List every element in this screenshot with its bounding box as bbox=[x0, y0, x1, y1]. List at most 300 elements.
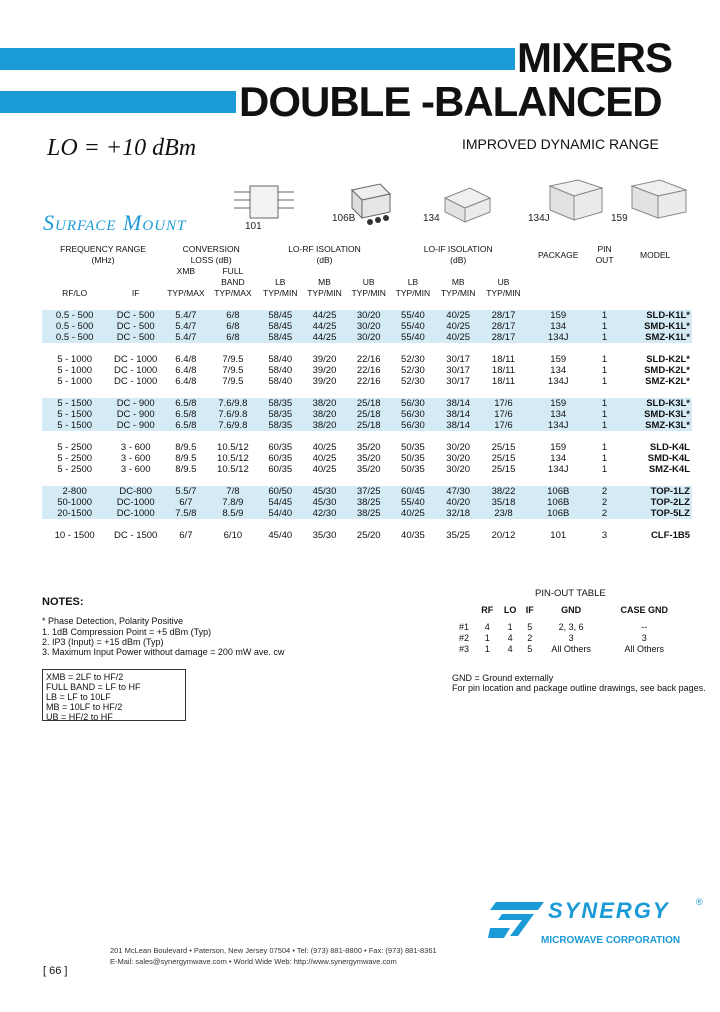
model-cell: SMD-K1L* bbox=[618, 321, 692, 332]
table-row bbox=[42, 321, 692, 332]
db-header: (dB) bbox=[316, 255, 333, 265]
package-134j-image bbox=[550, 180, 602, 220]
table-cell: 134J bbox=[526, 332, 591, 343]
table-cell: 134J bbox=[547, 376, 569, 387]
table-cell: 5 - 1000 bbox=[57, 365, 93, 376]
table-cell: 38/20 bbox=[302, 409, 346, 420]
table-cell: 25/18 bbox=[347, 398, 391, 409]
table-cell: 5 - 1500 bbox=[42, 420, 107, 431]
legend-item: UB = HF/2 to HF bbox=[46, 712, 113, 722]
table-cell: 7/9.5 bbox=[222, 365, 244, 376]
table-cell: 39/20 bbox=[312, 376, 337, 387]
table-row bbox=[42, 464, 692, 475]
table-cell: 25/15 bbox=[491, 464, 516, 475]
section-title: Surface Mount bbox=[43, 210, 187, 235]
table-cell: DC - 900 bbox=[107, 420, 164, 431]
table-cell: 6.5/8 bbox=[164, 420, 208, 431]
table-cell: 7.5/8 bbox=[164, 508, 208, 519]
table-cell: 44/25 bbox=[302, 321, 346, 332]
db-header: (dB) bbox=[450, 255, 467, 265]
table-cell: 58/45 bbox=[258, 332, 302, 343]
table-cell: DC - 1000 bbox=[114, 354, 158, 365]
table-row bbox=[42, 332, 692, 343]
table-cell: 38/20 bbox=[302, 420, 346, 431]
table-row bbox=[42, 409, 692, 420]
rflo-header: RF/LO bbox=[62, 288, 88, 298]
table-header-row bbox=[42, 244, 692, 255]
table-cell: 7.8/9 bbox=[208, 497, 259, 508]
pinout-row bbox=[452, 633, 684, 644]
table-cell: 55/40 bbox=[391, 497, 435, 508]
model-cell: TOP-2LZ bbox=[618, 497, 692, 508]
table-cell: 56/30 bbox=[391, 420, 435, 431]
table-cell: 38/25 bbox=[347, 508, 391, 519]
table-row bbox=[42, 310, 692, 321]
table-cell: 38/22 bbox=[481, 486, 525, 497]
table-cell: 0.5 - 500 bbox=[42, 310, 107, 321]
table-cell: 55/40 bbox=[391, 332, 435, 343]
pinout-header bbox=[452, 598, 476, 622]
table-cell: 60/45 bbox=[391, 486, 435, 497]
table-cell: 18/11 bbox=[491, 354, 515, 365]
table-cell: 134J bbox=[547, 464, 569, 475]
table-cell: 55/40 bbox=[391, 310, 435, 321]
group-separator bbox=[42, 475, 692, 486]
full-header: FULL bbox=[222, 266, 244, 276]
table-cell: DC - 1000 bbox=[114, 376, 158, 387]
table-cell: 5 - 1500 bbox=[42, 398, 107, 409]
package-106b-image bbox=[352, 184, 390, 225]
package-drawings bbox=[230, 178, 700, 238]
table-cell: DC-1000 bbox=[107, 508, 164, 519]
table-cell: 10.5/12 bbox=[217, 464, 249, 475]
ub-header: UB bbox=[362, 277, 375, 287]
table-row bbox=[42, 398, 692, 409]
model-cell: SLD-K2L* bbox=[646, 354, 690, 365]
table-cell: 7.6/9.8 bbox=[208, 420, 259, 431]
table-row bbox=[42, 354, 692, 365]
group-separator bbox=[42, 431, 692, 442]
pinout-cell: 4 bbox=[507, 633, 513, 643]
table-cell: 38/14 bbox=[435, 398, 481, 409]
table-cell: 8/9.5 bbox=[175, 464, 197, 475]
table-cell: DC-800 bbox=[107, 486, 164, 497]
table-cell: 3 bbox=[601, 530, 608, 541]
table-cell: 6/10 bbox=[223, 530, 243, 541]
table-cell: 18/11 bbox=[491, 365, 515, 376]
table-cell: 159 bbox=[550, 354, 567, 365]
lorf-header: LO-RF ISOLATION bbox=[288, 244, 361, 254]
pinout-cell: #3 bbox=[458, 644, 469, 654]
lb-header: LB bbox=[275, 277, 286, 287]
table-cell: 5 - 1000 bbox=[57, 354, 93, 365]
table-cell: 25/15 bbox=[491, 453, 516, 464]
table-cell: 106B bbox=[526, 497, 591, 508]
improved-range-label: IMPROVED DYNAMIC RANGE bbox=[462, 136, 659, 152]
band-legend bbox=[42, 669, 186, 721]
table-cell: 54/45 bbox=[258, 497, 302, 508]
pinout-cell: 4 bbox=[507, 644, 513, 654]
pinout-row bbox=[452, 644, 684, 655]
table-cell: 6.5/8 bbox=[164, 409, 208, 420]
lb-header: LB bbox=[407, 277, 419, 287]
table-cell: 1 bbox=[601, 464, 608, 475]
header-bar-top bbox=[0, 48, 515, 70]
mb-header: MB bbox=[318, 277, 331, 287]
pinout-header-row bbox=[452, 598, 684, 622]
model-cell: SMD-K2L* bbox=[644, 365, 690, 376]
model-cell: SLD-K3L* bbox=[618, 398, 692, 409]
table-cell: 7.6/9.8 bbox=[208, 409, 259, 420]
table-cell: 5.4/7 bbox=[164, 310, 208, 321]
table-cell: 35/18 bbox=[481, 497, 525, 508]
table-cell: 17/6 bbox=[481, 398, 525, 409]
package-101-image bbox=[234, 186, 294, 218]
typmin-header: TYP/MIN bbox=[440, 288, 476, 298]
loif-header: LO-IF ISOLATION bbox=[423, 244, 493, 254]
package-label: 101 bbox=[245, 221, 262, 232]
legend-item: FULL BAND = LF to HF bbox=[46, 682, 141, 692]
table-cell: 5.5/7 bbox=[164, 486, 208, 497]
model-cell: SMZ-K1L* bbox=[618, 332, 692, 343]
typmin-header: TYP/MIN bbox=[307, 288, 342, 298]
typmax-header: TYP/MAX bbox=[214, 288, 252, 298]
table-cell: 39/20 bbox=[312, 365, 337, 376]
header-bar-bottom bbox=[0, 91, 236, 113]
table-cell: 40/25 bbox=[435, 321, 481, 332]
table-cell: 8.5/9 bbox=[208, 508, 259, 519]
table-cell: 44/25 bbox=[302, 310, 346, 321]
table-cell: 50-1000 bbox=[42, 497, 107, 508]
table-cell: 30/20 bbox=[446, 442, 471, 453]
table-cell: 55/40 bbox=[391, 321, 435, 332]
table-cell: 5.4/7 bbox=[164, 321, 208, 332]
company-logo-text: SYNERGY bbox=[548, 898, 670, 923]
table-cell: 6.4/8 bbox=[175, 354, 197, 365]
table-cell: 28/17 bbox=[481, 310, 525, 321]
table-cell: 58/35 bbox=[258, 409, 302, 420]
table-cell: 2 bbox=[591, 508, 618, 519]
table-cell: 28/17 bbox=[481, 332, 525, 343]
pinout-cell: #1 bbox=[458, 622, 469, 632]
model-cell: SLD-K4L bbox=[649, 442, 690, 453]
loss-header: LOSS (dB) bbox=[190, 255, 232, 265]
table-cell: 50/35 bbox=[401, 453, 425, 464]
table-row bbox=[42, 442, 692, 453]
pinout-table bbox=[452, 598, 684, 655]
registered-mark: ® bbox=[696, 897, 703, 907]
xmb-header: XMB bbox=[176, 266, 196, 276]
package-label: 159 bbox=[611, 213, 628, 224]
pinout-cell: All Others bbox=[624, 644, 664, 654]
table-header-row bbox=[42, 266, 692, 277]
footer-address: 201 McLean Boulevard • Paterson, New Jersey 07504 • Tel: (973) 881-8800 • Fax: (973) 881-8361 bbox=[110, 946, 437, 955]
table-cell: DC - 900 bbox=[107, 409, 164, 420]
table-cell: 1 bbox=[591, 332, 618, 343]
pinout-cell: -- bbox=[641, 622, 648, 632]
table-cell: 47/30 bbox=[435, 486, 481, 497]
table-cell: 1 bbox=[591, 409, 618, 420]
table-cell: 1 bbox=[601, 453, 608, 464]
table-cell: 58/40 bbox=[268, 365, 293, 376]
table-cell: 30/20 bbox=[446, 453, 471, 464]
table-cell: DC-1000 bbox=[107, 497, 164, 508]
mixer-spec-table bbox=[42, 244, 692, 541]
table-cell: 30/17 bbox=[446, 376, 471, 387]
table-cell: DC - 1000 bbox=[114, 365, 158, 376]
table-cell: 54/40 bbox=[258, 508, 302, 519]
typmin-header: TYP/MIN bbox=[395, 288, 431, 298]
table-cell: 45/30 bbox=[302, 486, 346, 497]
table-cell: 60/50 bbox=[258, 486, 302, 497]
table-header-row bbox=[42, 255, 692, 266]
table-cell: 1 bbox=[601, 376, 608, 387]
pinout-cell: 1 bbox=[507, 622, 513, 632]
table-cell: 56/30 bbox=[391, 409, 435, 420]
table-cell: 134J bbox=[526, 420, 591, 431]
table-cell: 56/30 bbox=[391, 398, 435, 409]
out-header: OUT bbox=[595, 255, 614, 265]
table-cell: 58/35 bbox=[258, 398, 302, 409]
table-cell: 159 bbox=[550, 442, 567, 453]
table-cell: 40/35 bbox=[401, 530, 425, 541]
table-cell: 58/35 bbox=[258, 420, 302, 431]
table-cell: 52/30 bbox=[401, 365, 425, 376]
table-cell: 0.5 - 500 bbox=[42, 321, 107, 332]
typmax-header: TYP/MAX bbox=[167, 288, 205, 298]
typmin-header: TYP/MIN bbox=[263, 288, 298, 298]
table-row bbox=[42, 453, 692, 464]
table-cell: 30/20 bbox=[347, 321, 391, 332]
typmin-header: TYP/MIN bbox=[351, 288, 386, 298]
package-134-image bbox=[445, 188, 490, 222]
table-cell: 44/25 bbox=[302, 332, 346, 343]
table-cell: 1 bbox=[591, 398, 618, 409]
package-label: 134 bbox=[423, 213, 440, 224]
pin-location-note: For pin location and package outline drawings, see back pages. bbox=[452, 683, 706, 693]
table-cell: 1 bbox=[601, 354, 608, 365]
pinout-cell: 3 bbox=[568, 633, 574, 643]
table-cell: 3 - 600 bbox=[120, 464, 151, 475]
company-name: MICROWAVE CORPORATION bbox=[541, 935, 681, 946]
table-cell: 30/20 bbox=[347, 332, 391, 343]
table-cell: 159 bbox=[526, 310, 591, 321]
table-cell: 3 - 600 bbox=[120, 453, 151, 464]
table-cell: 40/25 bbox=[391, 508, 435, 519]
table-cell: 106B bbox=[526, 508, 591, 519]
gnd-note: GND = Ground externally bbox=[452, 673, 554, 683]
group-separator bbox=[42, 519, 692, 530]
table-cell: 5 - 2500 bbox=[57, 442, 93, 453]
table-cell: 35/25 bbox=[446, 530, 471, 541]
table-cell: 10.5/12 bbox=[217, 453, 249, 464]
model-cell: SLD-K1L* bbox=[618, 310, 692, 321]
table-cell: 52/30 bbox=[401, 354, 425, 365]
model-cell: SMZ-K2L* bbox=[645, 376, 690, 387]
table-row bbox=[42, 497, 692, 508]
table-cell: 60/35 bbox=[268, 442, 293, 453]
table-row bbox=[42, 376, 692, 387]
table-header-row bbox=[42, 288, 692, 299]
table-cell: 6.4/8 bbox=[175, 376, 197, 387]
table-cell: 38/25 bbox=[347, 497, 391, 508]
page-number: [ 66 ] bbox=[43, 965, 68, 977]
group-separator bbox=[42, 299, 692, 310]
table-cell: 58/45 bbox=[258, 321, 302, 332]
table-cell: 40/25 bbox=[435, 332, 481, 343]
table-cell: 159 bbox=[526, 398, 591, 409]
table-cell: 20-1500 bbox=[42, 508, 107, 519]
package-header: PACKAGE bbox=[537, 249, 579, 260]
table-cell: 17/6 bbox=[481, 420, 525, 431]
pinout-cell: 3 bbox=[641, 633, 647, 643]
model-cell: SMD-K4L bbox=[647, 453, 690, 464]
table-cell: 0.5 - 500 bbox=[42, 332, 107, 343]
table-cell: 8/9.5 bbox=[175, 442, 197, 453]
table-cell: 23/8 bbox=[481, 508, 525, 519]
table-cell: 7/9.5 bbox=[222, 354, 244, 365]
table-cell: 22/16 bbox=[356, 365, 381, 376]
table-cell: 6.4/8 bbox=[175, 365, 197, 376]
table-cell: 25/18 bbox=[347, 420, 391, 431]
pinout-cell: 2 bbox=[527, 633, 533, 643]
table-row bbox=[42, 508, 692, 519]
pinout-header: LO bbox=[503, 604, 517, 615]
table-cell: DC - 500 bbox=[107, 321, 164, 332]
pinout-cell: 5 bbox=[527, 622, 533, 632]
table-cell: 30/20 bbox=[347, 310, 391, 321]
table-cell: 45/40 bbox=[268, 530, 293, 541]
table-cell: 38/14 bbox=[435, 409, 481, 420]
table-cell: 38/20 bbox=[302, 398, 346, 409]
table-cell: 58/40 bbox=[268, 376, 293, 387]
table-cell: 38/14 bbox=[435, 420, 481, 431]
pinout-cell: 2, 3, 6 bbox=[558, 622, 584, 632]
ub-header: UB bbox=[497, 277, 510, 287]
model-cell: SMZ-K4L bbox=[648, 464, 690, 475]
table-row bbox=[42, 486, 692, 497]
table-row bbox=[42, 530, 692, 541]
table-cell: 5 - 1000 bbox=[57, 376, 93, 387]
table-cell: 8/9.5 bbox=[175, 453, 197, 464]
table-cell: 17/6 bbox=[481, 409, 525, 420]
table-cell: 30/17 bbox=[446, 354, 471, 365]
table-cell: 3 - 600 bbox=[120, 442, 151, 453]
table-cell: DC - 1500 bbox=[114, 530, 158, 541]
note-item: * Phase Detection, Polarity Positive bbox=[42, 616, 184, 626]
table-cell: DC - 900 bbox=[107, 398, 164, 409]
table-cell: 40/25 bbox=[312, 453, 337, 464]
legend-item: LB = LF to 10LF bbox=[46, 692, 111, 702]
pinout-cell: 4 bbox=[484, 622, 490, 632]
group-separator bbox=[42, 343, 692, 354]
pinout-header: GND bbox=[561, 604, 582, 615]
table-cell: 35/20 bbox=[356, 464, 381, 475]
table-cell: 7.6/9.8 bbox=[208, 398, 259, 409]
pinout-cell: #2 bbox=[458, 633, 469, 643]
table-cell: 6/8 bbox=[208, 321, 259, 332]
table-cell: 42/30 bbox=[302, 508, 346, 519]
table-cell: 25/18 bbox=[347, 409, 391, 420]
table-cell: 5 - 1500 bbox=[42, 409, 107, 420]
band-header: BAND bbox=[221, 277, 245, 287]
table-cell: 1 bbox=[601, 365, 608, 376]
table-cell: 1 bbox=[591, 310, 618, 321]
table-cell: 106B bbox=[526, 486, 591, 497]
table-cell: 10.5/12 bbox=[217, 442, 249, 453]
table-cell: 40/25 bbox=[312, 464, 337, 475]
table-cell: 1 bbox=[591, 321, 618, 332]
table-cell: 5 - 2500 bbox=[57, 453, 93, 464]
table-cell: 50/35 bbox=[401, 442, 425, 453]
note-item: 3. Maximum Input Power without damage = 200 mW ave. cw bbox=[42, 647, 285, 657]
table-cell: 2 bbox=[591, 486, 618, 497]
legend-item: MB = 10LF to HF/2 bbox=[46, 702, 123, 712]
table-cell: 134 bbox=[550, 365, 567, 376]
table-cell: 1 bbox=[591, 420, 618, 431]
table-cell: 58/45 bbox=[258, 310, 302, 321]
model-header: MODEL bbox=[640, 249, 671, 260]
group-separator bbox=[42, 387, 692, 398]
table-cell: 6/7 bbox=[179, 530, 193, 541]
note-item: 2. IP3 (Input) = +15 dBm (Typ) bbox=[42, 637, 164, 647]
table-cell: 28/17 bbox=[481, 321, 525, 332]
notes-title: NOTES: bbox=[42, 596, 84, 608]
table-cell: 134 bbox=[526, 409, 591, 420]
note-item: 1. 1dB Compression Point = +5 dBm (Typ) bbox=[42, 627, 212, 637]
table-cell: DC - 500 bbox=[107, 332, 164, 343]
model-cell: TOP-1LZ bbox=[618, 486, 692, 497]
table-cell: 60/35 bbox=[268, 453, 293, 464]
page-title-line1: MIXERS bbox=[517, 34, 673, 81]
table-cell: 25/15 bbox=[491, 442, 516, 453]
table-cell: 2 bbox=[591, 497, 618, 508]
mhz-header: (MHz) bbox=[91, 255, 115, 265]
table-cell: 52/30 bbox=[401, 376, 425, 387]
model-cell: SMD-K3L* bbox=[618, 409, 692, 420]
table-cell: 6/8 bbox=[208, 332, 259, 343]
table-row bbox=[42, 420, 692, 431]
table-cell: 5 - 2500 bbox=[57, 464, 93, 475]
table-cell: 39/20 bbox=[312, 354, 337, 365]
lo-level: LO = +10 dBm bbox=[47, 135, 197, 161]
table-cell: 134 bbox=[526, 321, 591, 332]
table-cell: 35/30 bbox=[312, 530, 337, 541]
table-cell: 35/20 bbox=[356, 453, 381, 464]
synergy-logo-icon bbox=[488, 898, 548, 944]
if-header: IF bbox=[131, 288, 140, 298]
table-cell: 37/25 bbox=[347, 486, 391, 497]
table-cell: 20/12 bbox=[491, 530, 516, 541]
table-body bbox=[42, 299, 692, 541]
table-cell: 40/25 bbox=[312, 442, 337, 453]
table-cell: 32/18 bbox=[435, 508, 481, 519]
page-title-line2: DOUBLE -BALANCED bbox=[239, 78, 662, 125]
footer-contact: E-Mail: sales@synergymwave.com • World Wide Web: http://www.synergymwave.com bbox=[110, 957, 397, 966]
table-cell: 22/16 bbox=[356, 376, 381, 387]
table-cell: 30/20 bbox=[446, 464, 471, 475]
table-header-row bbox=[42, 277, 692, 288]
table-cell: 58/40 bbox=[268, 354, 293, 365]
table-cell: 22/16 bbox=[356, 354, 381, 365]
table-cell: 45/30 bbox=[302, 497, 346, 508]
table-cell: 30/17 bbox=[446, 365, 471, 376]
table-cell: 6/8 bbox=[208, 310, 259, 321]
model-cell: TOP-5LZ bbox=[618, 508, 692, 519]
table-cell: 1 bbox=[601, 442, 608, 453]
table-cell: 18/11 bbox=[491, 376, 515, 387]
pinout-cell: 5 bbox=[527, 644, 533, 654]
